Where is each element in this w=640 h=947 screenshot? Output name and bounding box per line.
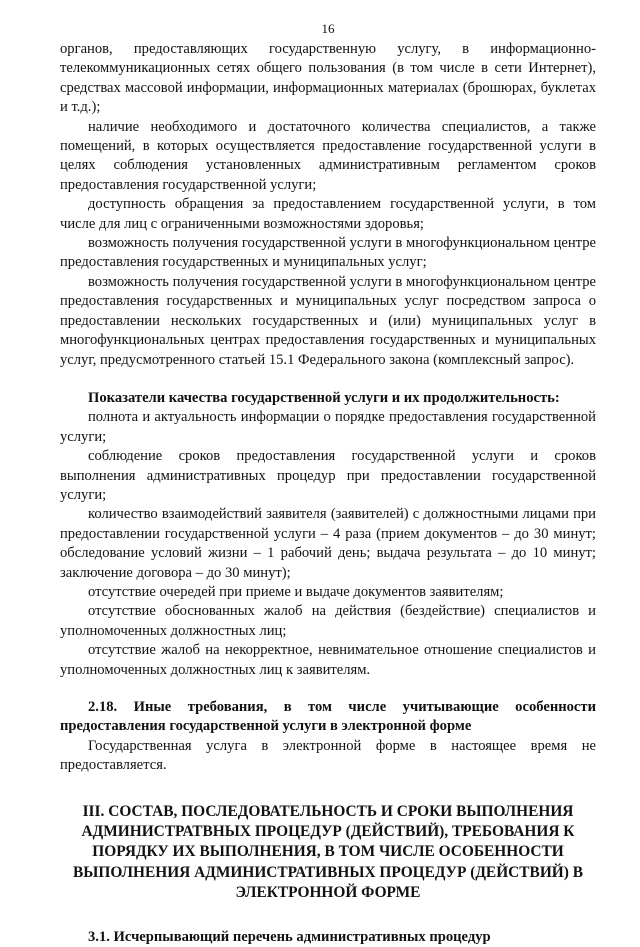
quality-item: отсутствие обоснованных жалоб на действия (бездействие) специалистов и уполномоченных должностных лиц;	[60, 603, 596, 639]
quality-item: отсутствие очередей при приеме и выдаче документов заявителям;	[88, 583, 504, 600]
paragraph: возможность получения государственной услуги в многофункциональном центре предоставления государственных и муниципальных услуг посредством запроса о предоставлении нескольких государственных и (или) муниципальных услуг в многофункциональных центрах предоставления государственных и муниципальных услуг, предусмотренного статьей 15.1 Федерального закона (комплексный запрос).	[60, 273, 596, 368]
page-number: 16	[321, 21, 335, 36]
page-content	[60, 40, 596, 947]
section-2-18-text: Государственная услуга в электронной форме в настоящее время не предоставляется.	[60, 737, 596, 774]
paragraph: наличие необходимого и достаточного количества специалистов, а также помещений, в которых осуществляется предоставление государственной услуги в целях соблюдения установленных административным регламентом сроков предоставления государственной услуги;	[60, 118, 596, 193]
quality-indicators-heading: Показатели качества государственной услуги и их продолжительность:	[88, 389, 560, 406]
section-3-heading: III. СОСТАВ, ПОСЛЕДОВАТЕЛЬНОСТЬ И СРОКИ ВЫПОЛНЕНИЯ АДМИНИСТРАТВНЫХ ПРОЦЕДУР (ДЕЙСТВИЙ), ТРЕБОВАНИЯ К ПОРЯДКУ ИХ ВЫПОЛНЕНИЯ, В ТОМ ЧИСЛЕ ОСОБЕННОСТИ ВЫПОЛНЕНИЯ АДМИНИСТРАТИВНЫХ ПРОЦЕДУР (ДЕЙСТВИЙ) В ЭЛЕКТРОННОЙ ФОРМЕ	[72, 802, 583, 902]
quality-item: отсутствие жалоб на некорректное, невнимательное отношение специалистов и уполномоченных должностных лиц к заявителям.	[60, 642, 596, 678]
section-3-1-heading: 3.1. Исчерпывающий перечень административных процедур	[88, 928, 491, 945]
quality-item: количество взаимодействий заявителя (заявителей) с должностными лицами при предоставлении государственной услуги – 4 раза (прием документов – до 30 минут; обследование условий жизни – 1 рабочий день; выдача результата – до 10 минут; заключение договора – до 30 минут);	[60, 506, 596, 581]
section-2-18-heading: 2.18. Иные требования, в том числе учитывающие особенности предоставления государственной услуги в электронной форме	[60, 699, 596, 735]
quality-item: соблюдение сроков предоставления государственной услуги и сроков выполнения административных процедур при предоставлении государственной услуги;	[60, 448, 596, 503]
paragraph: возможность получения государственной услуги в многофункциональном центре предоставления государственных и муниципальных услуг;	[60, 235, 596, 271]
paragraph: органов, предоставляющих государственную услугу, в информационно-телекоммуникационных сетях общего пользования (в том числе в сети Интернет), средствах массовой информации, информационных материалах (брошюрах, буклетах и т.д.);	[60, 41, 596, 116]
quality-item: полнота и актуальность информации о порядке предоставления государственной услуги;	[60, 409, 596, 445]
paragraph: доступность обращения за предоставлением государственной услуги, в том числе для лиц с ограниченными возможностями здоровья;	[60, 196, 596, 232]
